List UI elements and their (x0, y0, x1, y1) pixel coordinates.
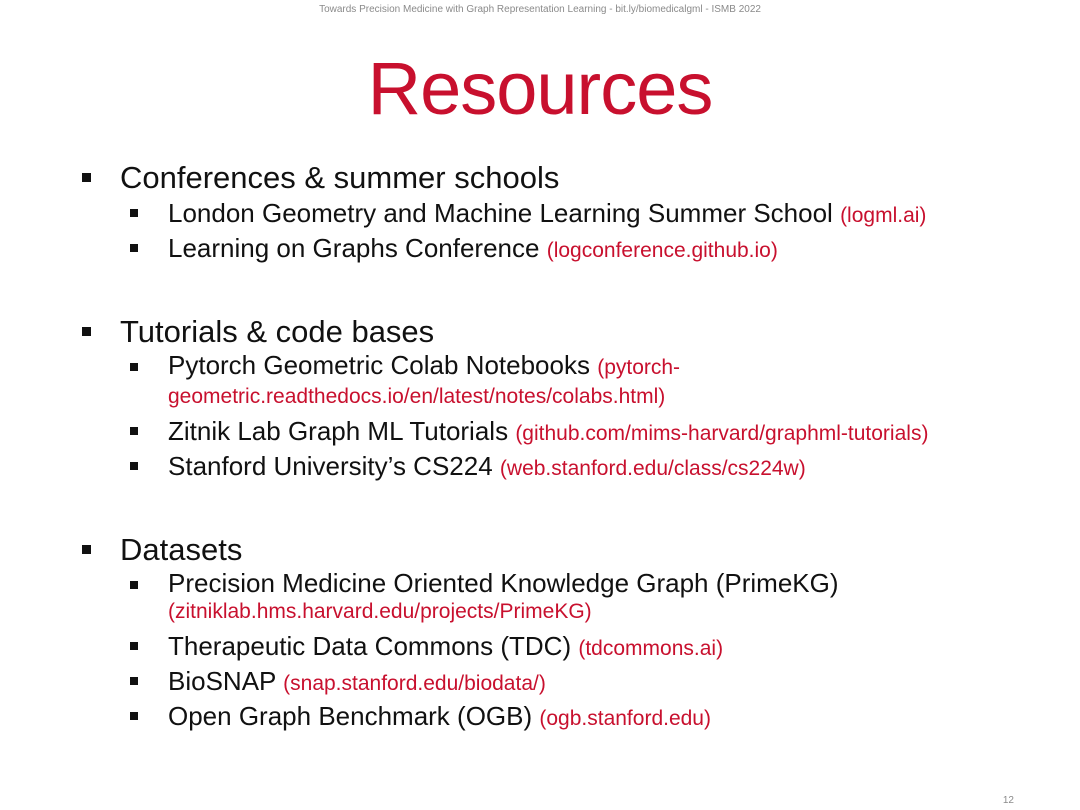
item-text: Learning on Graphs Conference (168, 233, 540, 263)
item-text: Therapeutic Data Commons (TDC) (168, 631, 572, 661)
item-text: Stanford University’s CS224 (168, 451, 493, 481)
item-text: Open Graph Benchmark (OGB) (168, 701, 533, 731)
slide-title: Resources (367, 47, 713, 130)
list-item (82, 701, 1042, 734)
square-bullet-icon (82, 173, 91, 182)
list-item (82, 451, 1042, 484)
section-heading (82, 532, 1042, 568)
section-datasets (82, 532, 1042, 734)
resource-link[interactable]: (zitniklab.hms.harvard.edu/projects/PrimeKG) (168, 600, 592, 623)
item-text: London Geometry and Machine Learning Summer School (168, 198, 833, 228)
square-bullet-icon (82, 545, 91, 554)
square-bullet-icon (130, 642, 138, 650)
list-item (82, 198, 1042, 231)
resource-link[interactable]: (logml.ai) (840, 204, 927, 227)
resource-link[interactable]: (pytorch- (597, 356, 681, 379)
square-bullet-icon (130, 677, 138, 685)
square-bullet-icon (130, 427, 138, 435)
item-text: Zitnik Lab Graph ML Tutorials (168, 416, 509, 446)
resource-link[interactable]: (tdcommons.ai) (578, 637, 724, 660)
resource-link[interactable]: (snap.stanford.edu/biodata/) (283, 672, 546, 695)
list-item (82, 352, 1042, 410)
square-bullet-icon (130, 581, 138, 589)
page-number: 12 (1002, 795, 1014, 806)
section-conferences (82, 160, 1042, 266)
resource-link[interactable]: (web.stanford.edu/class/cs224w) (499, 457, 806, 480)
resource-link[interactable]: (logconference.github.io) (546, 239, 778, 262)
list-item (82, 570, 1042, 625)
resource-link[interactable]: (github.com/mims-harvard/graphml-tutorials) (515, 422, 929, 445)
list-item (82, 416, 1042, 449)
list-item (82, 631, 1042, 664)
list-item (82, 233, 1042, 266)
section-label: Conferences & summer schools (120, 160, 560, 195)
square-bullet-icon (130, 712, 138, 720)
item-text: Pytorch Geometric Colab Notebooks (168, 350, 590, 380)
slide-header: Towards Precision Medicine with Graph Representation Learning - bit.ly/biomedicalgml - ISMB 2022 (319, 4, 761, 15)
section-label: Tutorials & code bases (120, 314, 435, 349)
resource-link[interactable]: (ogb.stanford.edu) (539, 707, 711, 730)
section-heading (82, 160, 1042, 196)
square-bullet-icon (130, 462, 138, 470)
resource-link-continued[interactable]: geometric.readthedocs.io/en/latest/notes/colabs.html) (168, 385, 666, 408)
square-bullet-icon (130, 244, 138, 252)
square-bullet-icon (130, 209, 138, 217)
section-label: Datasets (120, 532, 243, 567)
square-bullet-icon (130, 363, 138, 371)
list-item (82, 666, 1042, 699)
square-bullet-icon (82, 327, 91, 336)
section-heading (82, 314, 1042, 350)
item-text: Precision Medicine Oriented Knowledge Graph (PrimeKG) (168, 568, 839, 598)
section-tutorials (82, 314, 1042, 484)
item-text: BioSNAP (168, 666, 276, 696)
